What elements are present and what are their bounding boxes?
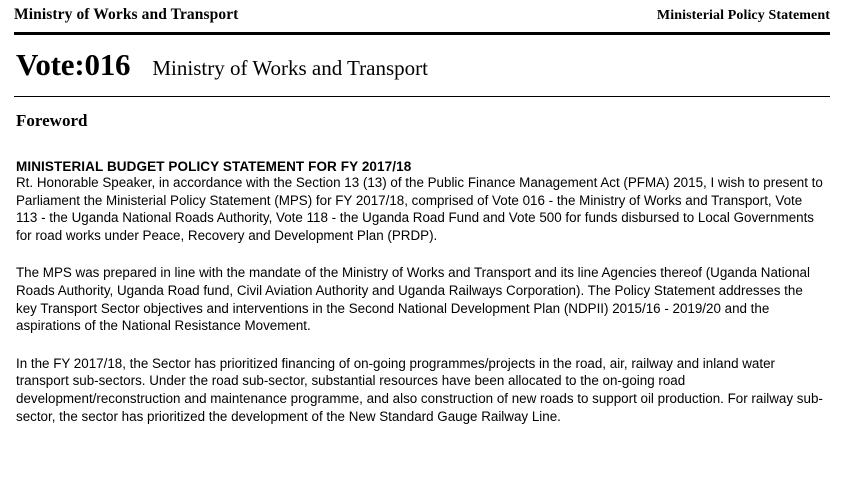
paragraph: The MPS was prepared in line with the mandate of the Ministry of Works and Transport and its line Agencies thereof (Uganda National Roads Authority, Uganda Road fund, Civil Aviation Authority and Uganda Railways Corporation). The Policy Statement addresses the key Transport Sector objectives and interventions in the Second National Development Plan (NDPII) 2015/16 - 2019/20 and the aspirations of the National Resistance Movement. [16, 265, 810, 334]
vote-name: Ministry of Works and Transport [152, 56, 428, 80]
vote-title [14, 49, 830, 80]
foreword-heading: Foreword [16, 111, 88, 130]
foreword-body [14, 174, 830, 425]
vote-divider-rule [14, 96, 830, 97]
paragraph: In the FY 2017/18, the Sector has prioritized financing of on-going programmes/projects in the road, air, railway and inland water transport sub-sectors. Under the road sub-sector, substantial resources have been allocated to the on-going road development/reconstruction and maintenance programme, and also construction of new roads to support oil production. For railway sub-sector, the sector has prioritized the development of the New Standard Gauge Railway Line. [16, 355, 823, 424]
paragraph: Rt. Honorable Speaker, in accordance with the Section 13 (13) of the Public Finance Management Act (PFMA) 2015, I wish to present to Parliament the Ministerial Policy Statement (MPS) for FY 2017/18, comprised of Vote 016 - the Ministry of Works and Transport, Vote 113 - the Uganda National Roads Authority, Vote 118 - the Uganda Road Fund and Vote 500 for funds disbursed to Local Governments for road works under Peace, Recovery and Development Plan (PRDP). [16, 175, 823, 243]
header-divider-rule [14, 32, 830, 35]
running-header [14, 0, 830, 24]
vote-number: Vote:016 [16, 47, 131, 82]
header-document-type: Ministerial Policy Statement [656, 8, 830, 23]
header-ministry-name: Ministry of Works and Transport [14, 6, 239, 23]
policy-statement-subheading: MINISTERIAL BUDGET POLICY STATEMENT FOR FY 2017/18 [16, 159, 412, 174]
